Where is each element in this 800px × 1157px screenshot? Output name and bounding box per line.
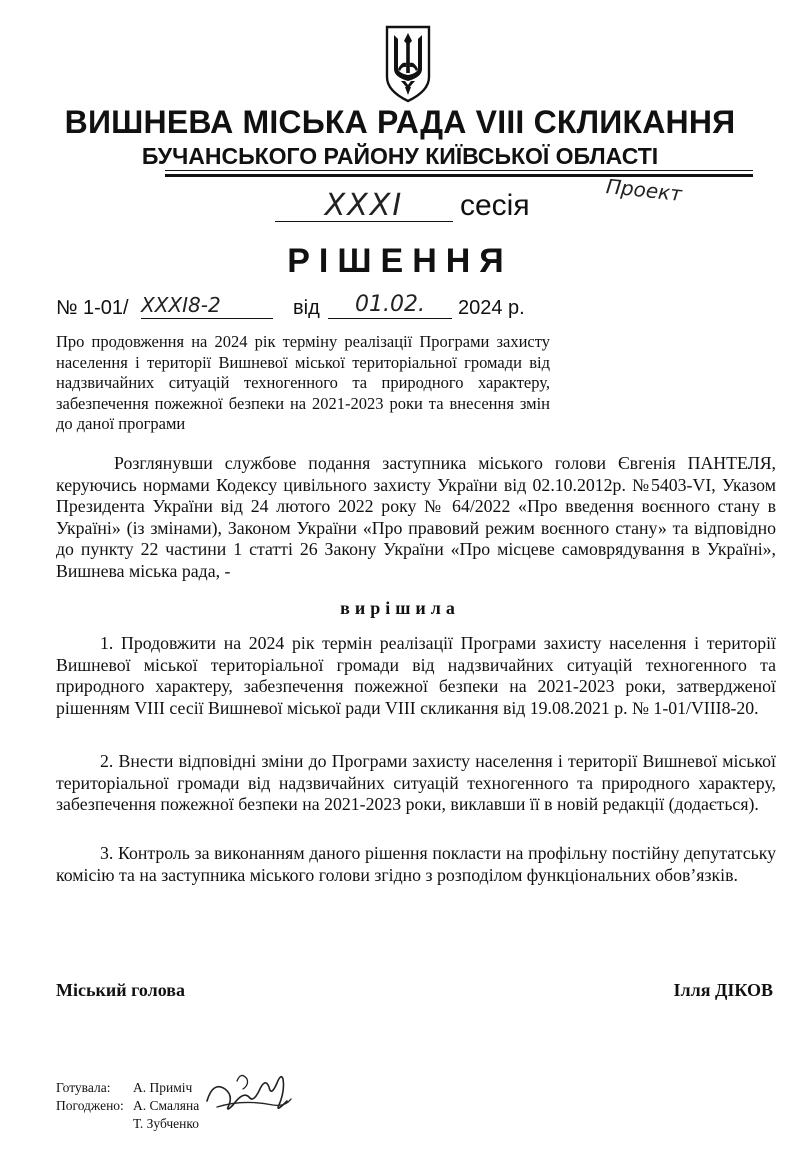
decision-number-value: XXXI8-2 [141,293,221,317]
handwritten-signature-icon [203,1061,295,1119]
prepared-label: Готувала: [56,1080,111,1095]
header-divider-thick [165,174,753,177]
session-label: сесія [460,189,530,222]
signatory-title: Міський голова [56,980,185,1000]
session-number: XXXI [324,188,404,223]
prepared-name: А. Приміч [133,1080,193,1095]
header-divider-thin [165,170,753,171]
agreed-name-1: А. Смаляна [133,1098,200,1113]
decision-number-underline [141,318,273,319]
decision-item-2 [56,751,776,816]
decision-item-1 [56,633,776,719]
resolved-label: вирішила [340,598,460,618]
session-number-underline [275,221,453,222]
decision-date-underline [328,318,452,319]
signatory-name: Ілля ДІКОВ [673,980,773,1000]
agreed-name-2: Т. Зубченко [133,1116,199,1131]
decision-item-1-text: 1. Продовжити на 2024 рік термін реалізації Програми захисту населення і території Вишневої міської територіальної громади від надзвичайних ситуацій техногенного та природного характеру, забезпечення пожежної безпеки на 2021-2023 роки, затвердженої рішенням VIII сесії Вишневої міської ради VIII скликання від 19.08.2021 р. № 1-01/VIII8-20. [56,633,776,718]
draft-mark: Проект [604,174,684,206]
preamble-text: Розглянувши службове подання заступника міського голови Євгенія ПАНТЕЛЯ, керуючись нормами Кодексу цивільного захисту України від 02.10.2012р. №5403-VI, Указом Президента України від 24 лютого 2022 року № 64/2022 «Про введення воєнного стану в Україні» (із змінами), Законом України «Про правовий режим воєнного стану» та відповідно до пункту 22 частини 1 статті 26 Закону України «Про місцеве самоврядування в Україні», Вишнева міська рада, - [56,453,776,581]
decision-year: 2024 р. [458,297,525,319]
decision-subject: Про продовження на 2024 рік терміну реалізації Програми захисту населення і території Вишневої міської територіальної громади від надзвичайних ситуацій техногенного та природного характеру, забезпечення пожежної безпеки на 2021-2023 роки та внесення змін до даної програми [56,332,550,433]
decision-item-2-text: 2. Внести відповідні зміни до Програми захисту населення і території Вишневої міської територіальної громади від надзвичайних ситуацій техногенного та природного характеру, забезпечення пожежної безпеки на 2021-2023 роки, виклавши її в новій редакції (додається). [56,751,776,814]
date-label: від [293,297,320,319]
council-name: ВИШНЕВА МІСЬКА РАДА VIII СКЛИКАННЯ [64,104,736,140]
district-name: БУЧАНСЬКОГО РАЙОНУ КИЇВСЬКОЇ ОБЛАСТІ [141,143,659,169]
decision-date-value: 01.02. [355,292,425,317]
decision-number-prefix: № 1-01/ [56,297,129,319]
decision-item-3 [56,843,776,886]
agreed-label: Погоджено: [56,1098,124,1113]
decision-item-3-text: 3. Контроль за виконанням даного рішення покласти на профільну постійну депутатську комісію та на заступника міського голови згідно з розподілом функціональних обов’язків. [56,843,776,885]
preamble-paragraph [56,453,776,582]
decision-title: РІШЕННЯ [287,242,513,280]
trident-emblem-icon [383,25,433,103]
